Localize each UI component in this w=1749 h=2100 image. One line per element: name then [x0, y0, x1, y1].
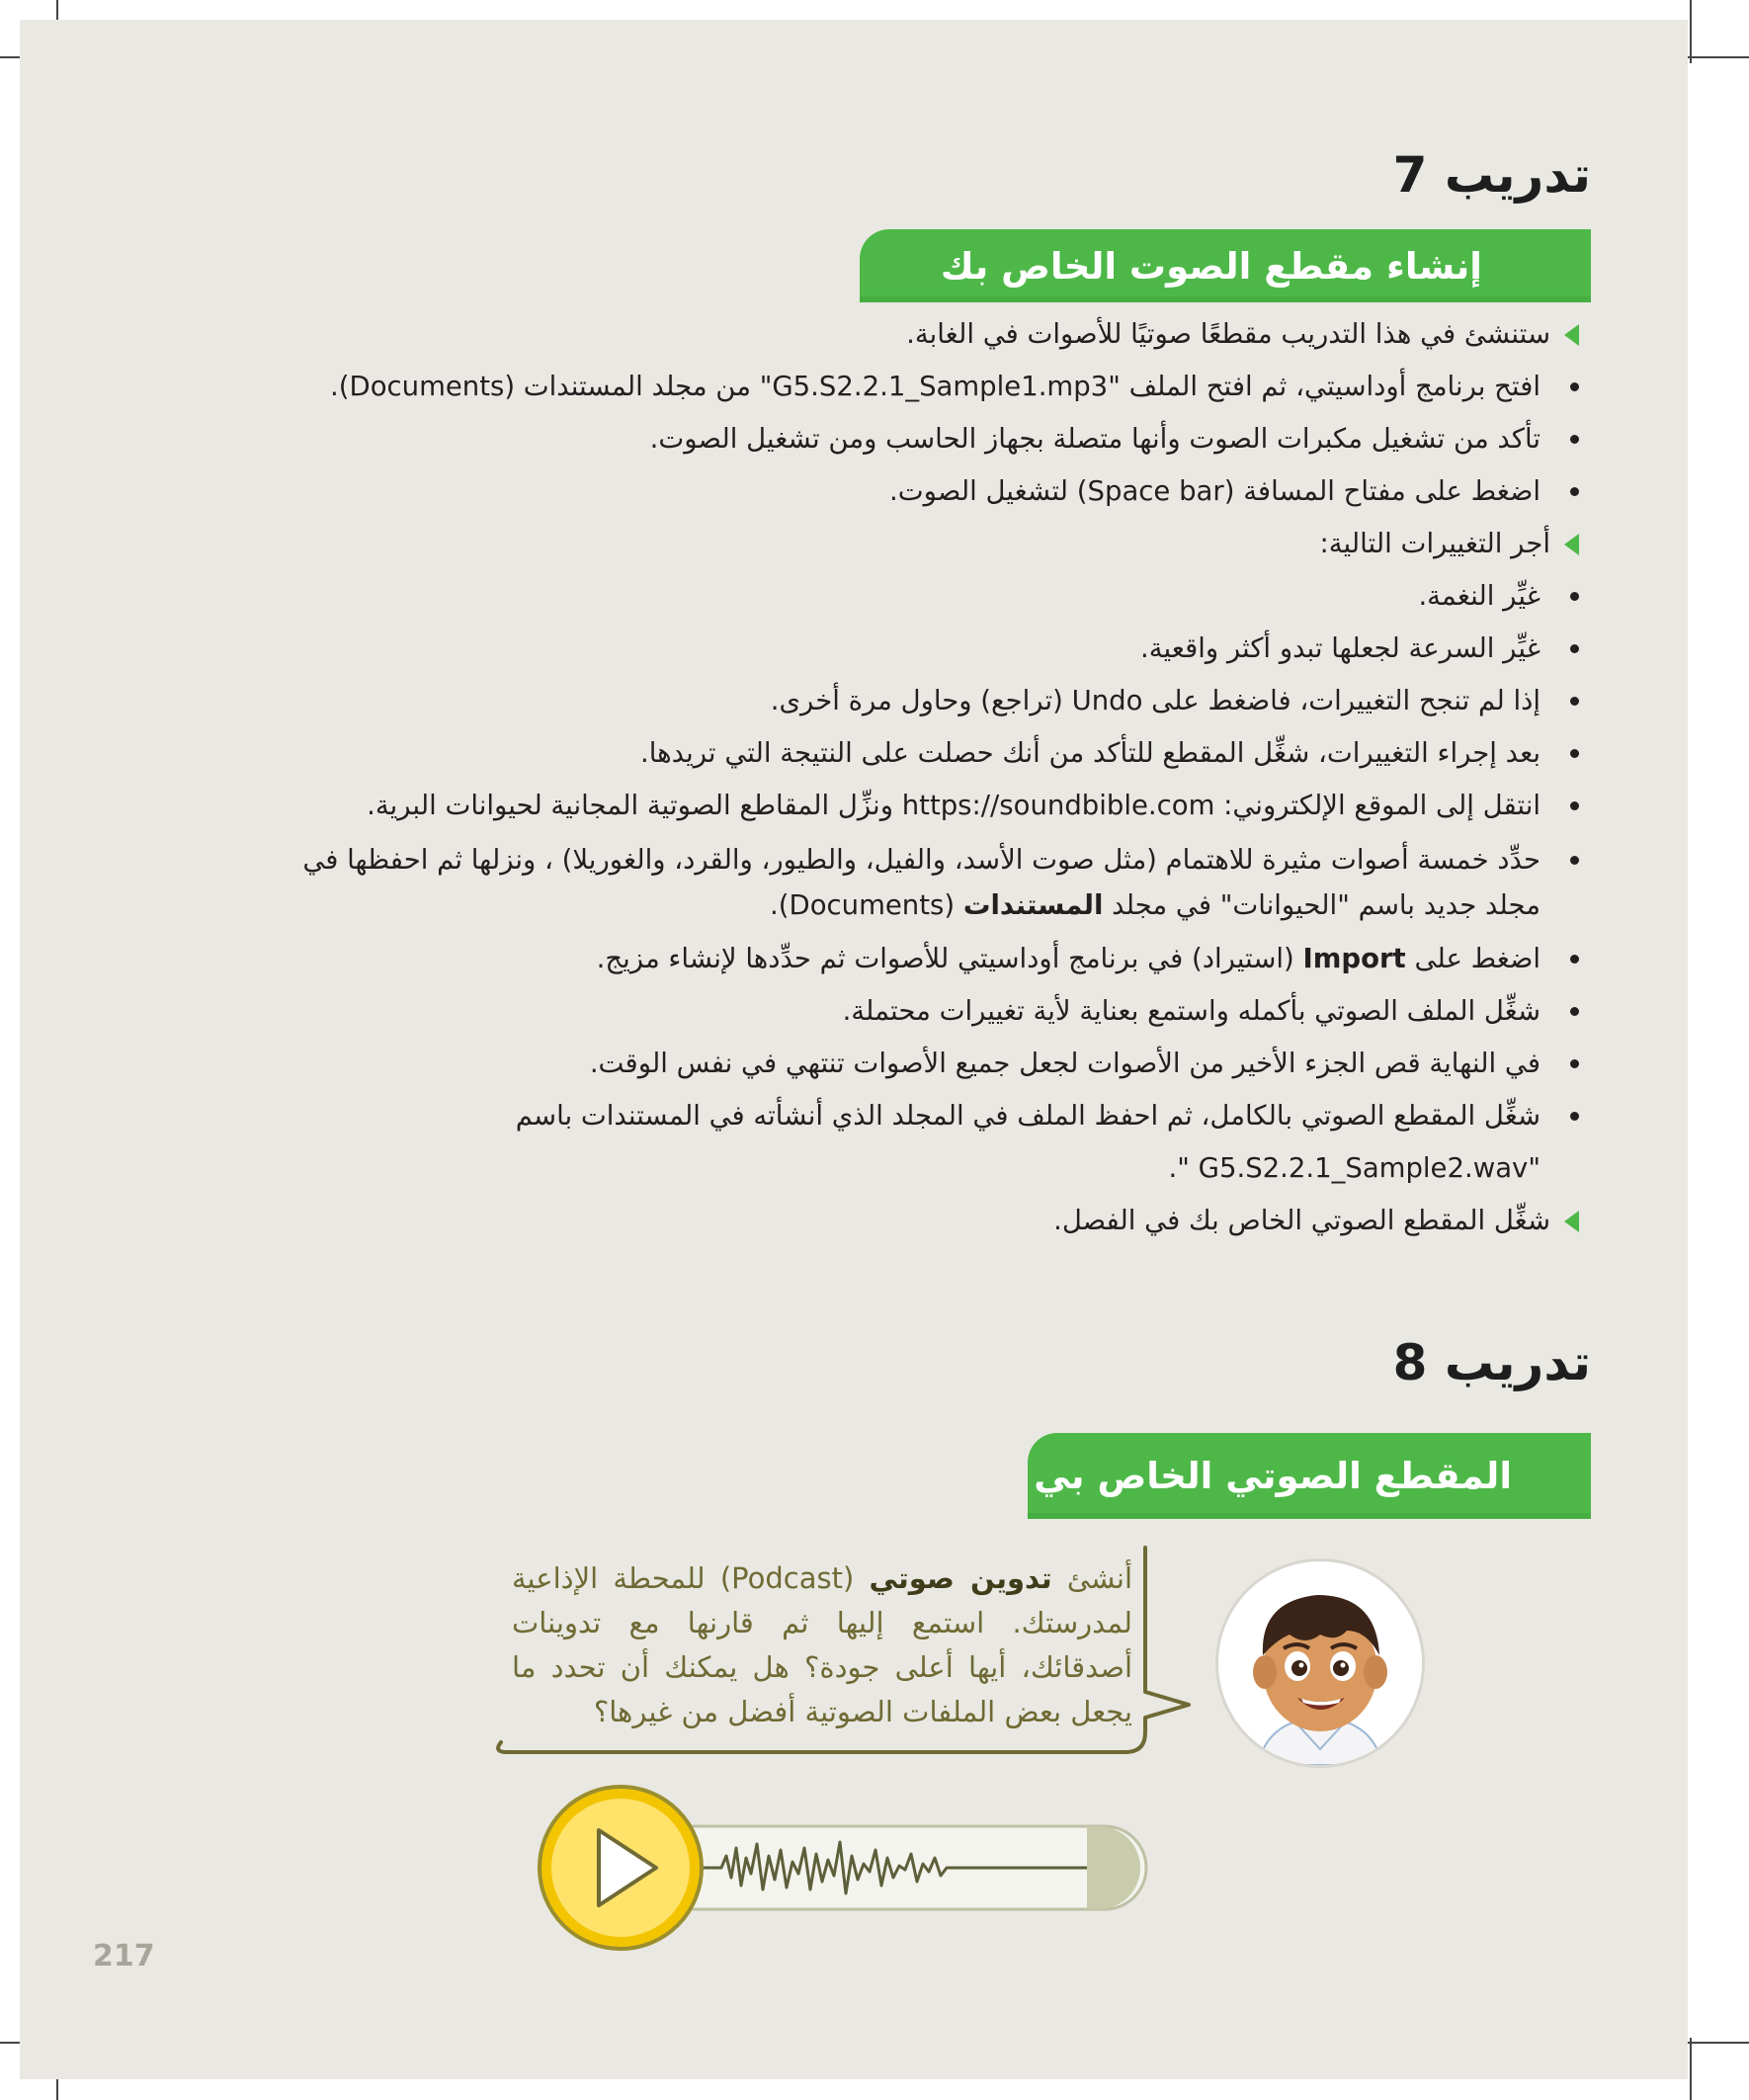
bullet-icon: [1570, 1112, 1579, 1121]
list-item: [166, 675, 1579, 727]
item-text: (استيراد) في برنامج أوداسيتي للأصوات ثم حدِّدها لإنشاء مزيج.: [596, 943, 1294, 974]
bullet-icon: [1570, 955, 1579, 964]
item-text: غيِّر النغمة.: [1418, 580, 1541, 612]
exercise-8-title: تدريب 8: [1392, 1334, 1591, 1391]
list-item: [166, 1038, 1579, 1090]
exercise-8-banner: [1028, 1433, 1591, 1519]
item-text: "G5.S2.2.1_Sample2.wav ".: [1168, 1152, 1541, 1184]
item-text: غيِّر السرعة لجعلها تبدو أكثر واقعية.: [1140, 632, 1541, 664]
bold-text: المستندات: [962, 889, 1104, 921]
bullet-icon: [1570, 801, 1579, 810]
bullet-icon: [1570, 856, 1579, 865]
page-number: 217: [93, 1939, 155, 1974]
crop-mark: [1686, 56, 1749, 58]
speech-text-part: (Podcast) للمحطة الإذاعية لمدرستك. استمع إليها ثم قارنها مع تدوينات أصدقائك، أيها أعلى جودة؟ هل يمكنك أن تحدد ما يجعل بعض الملفات الصوتية أفضل من غيرها؟: [512, 1561, 1132, 1728]
bullet-icon: [1570, 749, 1579, 758]
intro-text: ستنشئ في هذا التدريب مقطعًا صوتيًا للأصوات في الغابة.: [906, 318, 1550, 350]
changes-heading: أجر التغييرات التالية:: [1319, 528, 1550, 559]
list-item: [166, 361, 1579, 413]
bullet-icon: [1570, 1059, 1579, 1068]
exercise-8-banner-text: المقطع الصوتي الخاص بي: [1034, 1455, 1512, 1497]
item-text: شغِّل الملف الصوتي بأكمله واستمع بعناية لأية تغييرات محتملة.: [842, 995, 1541, 1027]
list-item: [166, 933, 1579, 985]
list-item: [166, 465, 1579, 518]
list-item: [166, 1195, 1579, 1247]
crop-mark: [1690, 0, 1692, 63]
list-item: [166, 727, 1579, 780]
item-text: مجلد جديد باسم "الحيوانات" في مجلد: [1112, 889, 1541, 921]
list-item-continuation: [166, 883, 1579, 933]
boy-avatar-icon: [1218, 1561, 1422, 1765]
bullet-icon: [1570, 382, 1579, 391]
list-item-continuation: [166, 1142, 1579, 1195]
item-text: شغِّل المقطع الصوتي بالكامل، ثم احفظ الملف في المجلد الذي أنشأته في المستندات باسم: [515, 1100, 1541, 1132]
bullet-icon: [1570, 1007, 1579, 1016]
list-item: [166, 623, 1579, 675]
item-text: بعد إجراء التغييرات، شغِّل المقطع للتأكد من أنك حصلت على النتيجة التي تريدها.: [640, 737, 1541, 769]
avatar: [1218, 1561, 1422, 1765]
triangle-bullet-icon: [1564, 534, 1579, 555]
exercise-7-banner: [860, 229, 1591, 302]
list-item: [166, 570, 1579, 623]
item-text: إذا لم تنجح التغييرات، فاضغط على Undo (تراجع) وحاول مرة أخرى.: [770, 685, 1541, 716]
item-text: (Documents).: [770, 889, 956, 921]
speech-text: [494, 1549, 1144, 1758]
bullet-icon: [1570, 644, 1579, 653]
list-item: [166, 413, 1579, 465]
bullet-icon: [1570, 435, 1579, 444]
exercise-7-banner-text: إنشاء مقطع الصوت الخاص بك: [940, 244, 1482, 288]
item-text: افتح برنامج أوداسيتي، ثم افتح الملف "G5.S2.2.1_Sample1.mp3" من مجلد المستندات (Documents).: [330, 371, 1541, 402]
triangle-bullet-icon: [1564, 324, 1579, 346]
item-text: حدِّد خمسة أصوات مثيرة للاهتمام (مثل صوت الأسد، والفيل، والطيور، والقرد، والغوريلا) ، ونزلها ثم احفظها في: [302, 844, 1541, 876]
list-item: [166, 832, 1579, 883]
final-text: شغِّل المقطع الصوتي الخاص بك في الفصل.: [1053, 1205, 1550, 1236]
item-text: في النهاية قص الجزء الأخير من الأصوات لجعل جميع الأصوات تنتهي في نفس الوقت.: [589, 1048, 1541, 1079]
triangle-bullet-icon: [1564, 1211, 1579, 1232]
item-text: تأكد من تشغيل مكبرات الصوت وأنها متصلة بجهاز الحاسب ومن تشغيل الصوت.: [649, 423, 1541, 455]
item-text: اضغط على: [1414, 943, 1541, 974]
list-item: [166, 518, 1579, 570]
exercise-7-content: [166, 308, 1579, 1247]
list-item: [166, 780, 1579, 832]
item-text: انتقل إلى الموقع الإلكتروني: https://soundbible.com ونزِّل المقاطع الصوتية المجانية لحيوانات البرية.: [367, 790, 1541, 821]
speech-bold-text: تدوين صوتي: [869, 1561, 1052, 1595]
audio-player: [534, 1779, 1176, 1957]
speech-text-part: أنشئ: [1066, 1561, 1133, 1595]
exercise-7-title: تدريب 7: [1392, 146, 1591, 204]
item-text: اضغط على مفتاح المسافة (Space bar) لتشغيل الصوت.: [889, 475, 1541, 507]
bullet-icon: [1570, 487, 1579, 496]
bullet-icon: [1570, 697, 1579, 706]
crop-mark: [1686, 2042, 1749, 2044]
list-item: [166, 1090, 1579, 1142]
crop-mark: [1690, 2038, 1692, 2100]
list-item: [166, 985, 1579, 1038]
list-item: [166, 308, 1579, 361]
bullet-icon: [1570, 592, 1579, 601]
bold-text: Import: [1302, 943, 1406, 974]
